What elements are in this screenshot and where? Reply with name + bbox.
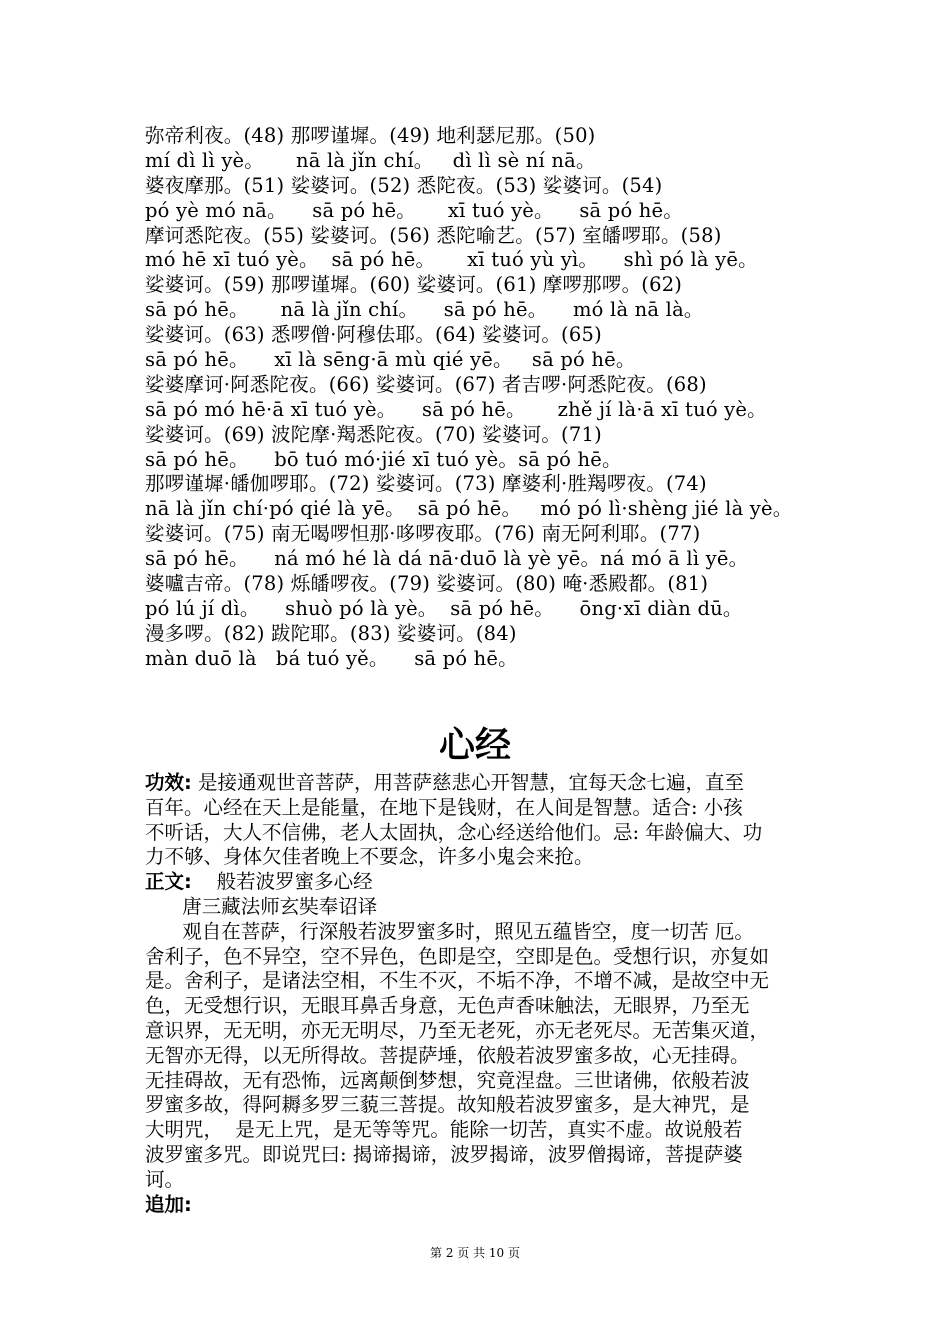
- section-title: 心经: [438, 725, 511, 766]
- effect-line: 力不够、身体欠佳者晚上不要念，许多小鬼会来抢。: [145, 845, 594, 869]
- dharani-pinyin-line: pó lú jí dì。 shuò pó là yè。 sā pó hē。 ōng·xī diàn dū。: [145, 596, 743, 620]
- effect-line: 百年。心经在天上是能量，在地下是钱财，在人间是智慧。适合: 小孩: [145, 795, 743, 819]
- add-line: [145, 1193, 825, 1218]
- dharani-line: 娑婆诃。(63) 悉啰僧·阿穆佉耶。(64) 娑婆诃。(65): [145, 323, 602, 347]
- dharani-pinyin-line: sā pó hē。 ná mó hé là dá nā·duō là yè yē。ná mó ā lì yē。: [145, 547, 749, 571]
- add-label: 追加:: [145, 1192, 192, 1216]
- sutra-title: 般若波罗蜜多心经: [191, 870, 373, 894]
- dharani-pinyin-line: pó yè mó nā。 sā pó hē。 xī tuó yè。 sā pó hē。: [145, 198, 683, 222]
- translator-line: 唐三藏法师玄奘奉诏译: [145, 894, 378, 918]
- dharani-block: [145, 124, 845, 672]
- sutra-line: 色，无受想行识，无眼耳鼻舌身意，无色声香味触法，无眼界，乃至无: [145, 994, 750, 1018]
- sutra-line: 舍利子，色不异空，空不异色，色即是空，空即是色。受想行识，亦复如: [145, 944, 770, 968]
- dharani-pinyin-line: mó hē xī tuó yè。 sā pó hē。 xī tuó yù yì。 shì pó là yē。: [145, 248, 758, 272]
- sutra-line: 意识界，无无明，亦无无明尽，乃至无老死，亦无老死尽。无苦集灭道，: [145, 1018, 770, 1042]
- dharani-line: 弥帝利夜。(48) 那啰谨墀。(49) 地利瑟尼那。(50): [145, 124, 596, 147]
- dharani-line: 婆夜摩那。(51) 娑婆诃。(52) 悉陀夜。(53) 娑婆诃。(54): [145, 173, 663, 197]
- effect-line: 不听话，大人不信佛，老人太固执，念心经送给他们。忌: 年龄偏大、功: [145, 820, 763, 844]
- text-heading-line: [145, 870, 825, 895]
- sutra-line: 大明咒， 是无上咒，是无等等咒。能除一切苦，真实不虚。故说般若: [145, 1118, 743, 1142]
- dharani-line: 摩诃悉陀夜。(55) 娑婆诃。(56) 悉陀喻艺。(57) 室皤啰耶。(58): [145, 223, 722, 247]
- effect-line: [145, 771, 825, 796]
- dharani-line: 漫多啰。(82) 跋陀耶。(83) 娑婆诃。(84): [145, 621, 517, 645]
- dharani-line: 娑婆诃。(75) 南无喝啰怛那·哆啰夜耶。(76) 南无阿利耶。(77): [145, 522, 701, 546]
- sutra-line: 是。舍利子，是诸法空相，不生不灭，不垢不净，不增不减，是故空中无: [145, 969, 770, 993]
- effect-text: 是接通观世音菩萨，用菩萨慈悲心开智慧，宜每天念七遍，直至: [191, 771, 745, 794]
- dharani-line: 娑婆诃。(59) 那啰谨墀。(60) 娑婆诃。(61) 摩啰那啰。(62): [145, 273, 683, 297]
- sutra-line: 波罗蜜多咒。即说咒曰: 揭谛揭谛，波罗揭谛，波罗僧揭谛，菩提萨婆: [145, 1142, 743, 1166]
- sutra-line: 无挂碍故，无有恐怖，远离颠倒梦想，究竟涅盘。三世诸佛，依般若波: [145, 1068, 750, 1092]
- sutra-line: 诃。: [145, 1167, 185, 1191]
- dharani-pinyin-line: sā pó mó hē·ā xī tuó yè。 sā pó hē。 zhě jí là·ā xī tuó yè。: [145, 397, 767, 421]
- dharani-pinyin-line: mí dì lì yè。 nā là jǐn chí。 dì lì sè ní nā。: [145, 148, 596, 172]
- sutra-line: 观自在菩萨，行深般若波罗蜜多时，照见五蕴皆空，度一切苦 厄。: [145, 919, 754, 943]
- dharani-pinyin-line: nā là jǐn chí·pó qié là yē。 sā pó hē。 mó pó lì·shèng jié là yè。: [145, 497, 793, 521]
- dharani-line: 那啰谨墀·皤伽啰耶。(72) 娑婆诃。(73) 摩婆利·胜羯啰夜。(74): [145, 472, 707, 496]
- dharani-line: 娑婆诃。(69) 波陀摩·羯悉陀夜。(70) 娑婆诃。(71): [145, 422, 602, 446]
- effect-label: 功效:: [145, 771, 192, 794]
- dharani-line: 娑婆摩诃·阿悉陀夜。(66) 娑婆诃。(67) 者吉啰·阿悉陀夜。(68): [145, 372, 707, 396]
- dharani-line: 婆嚧吉帝。(78) 烁皤啰夜。(79) 娑婆诃。(80) 唵·悉殿都。(81): [145, 572, 709, 596]
- sutra-line: 无智亦无得，以无所得故。菩提萨埵，依般若波罗蜜多故，心无挂碍。: [145, 1043, 750, 1067]
- sutra-line: 罗蜜多故，得阿耨多罗三藐三菩提。故知般若波罗蜜多，是大神咒，是: [145, 1093, 750, 1117]
- dharani-pinyin-line: sā pó hē。 bō tuó mó·jié xī tuó yè。sā pó hē。: [145, 447, 622, 471]
- heart-sutra-section: [145, 771, 825, 1217]
- text-label: 正文:: [145, 870, 192, 894]
- dharani-pinyin-line: sā pó hē。 nā là jǐn chí。 sā pó hē。 mó là nā là。: [145, 298, 704, 322]
- page-footer: 第 2 页 共 10 页: [430, 1246, 520, 1260]
- dharani-pinyin-line: màn duō là bá tuó yě。 sā pó hē。: [145, 646, 518, 670]
- dharani-pinyin-line: sā pó hē。 xī là sēng·ā mù qié yē。 sā pó hē。: [145, 348, 636, 372]
